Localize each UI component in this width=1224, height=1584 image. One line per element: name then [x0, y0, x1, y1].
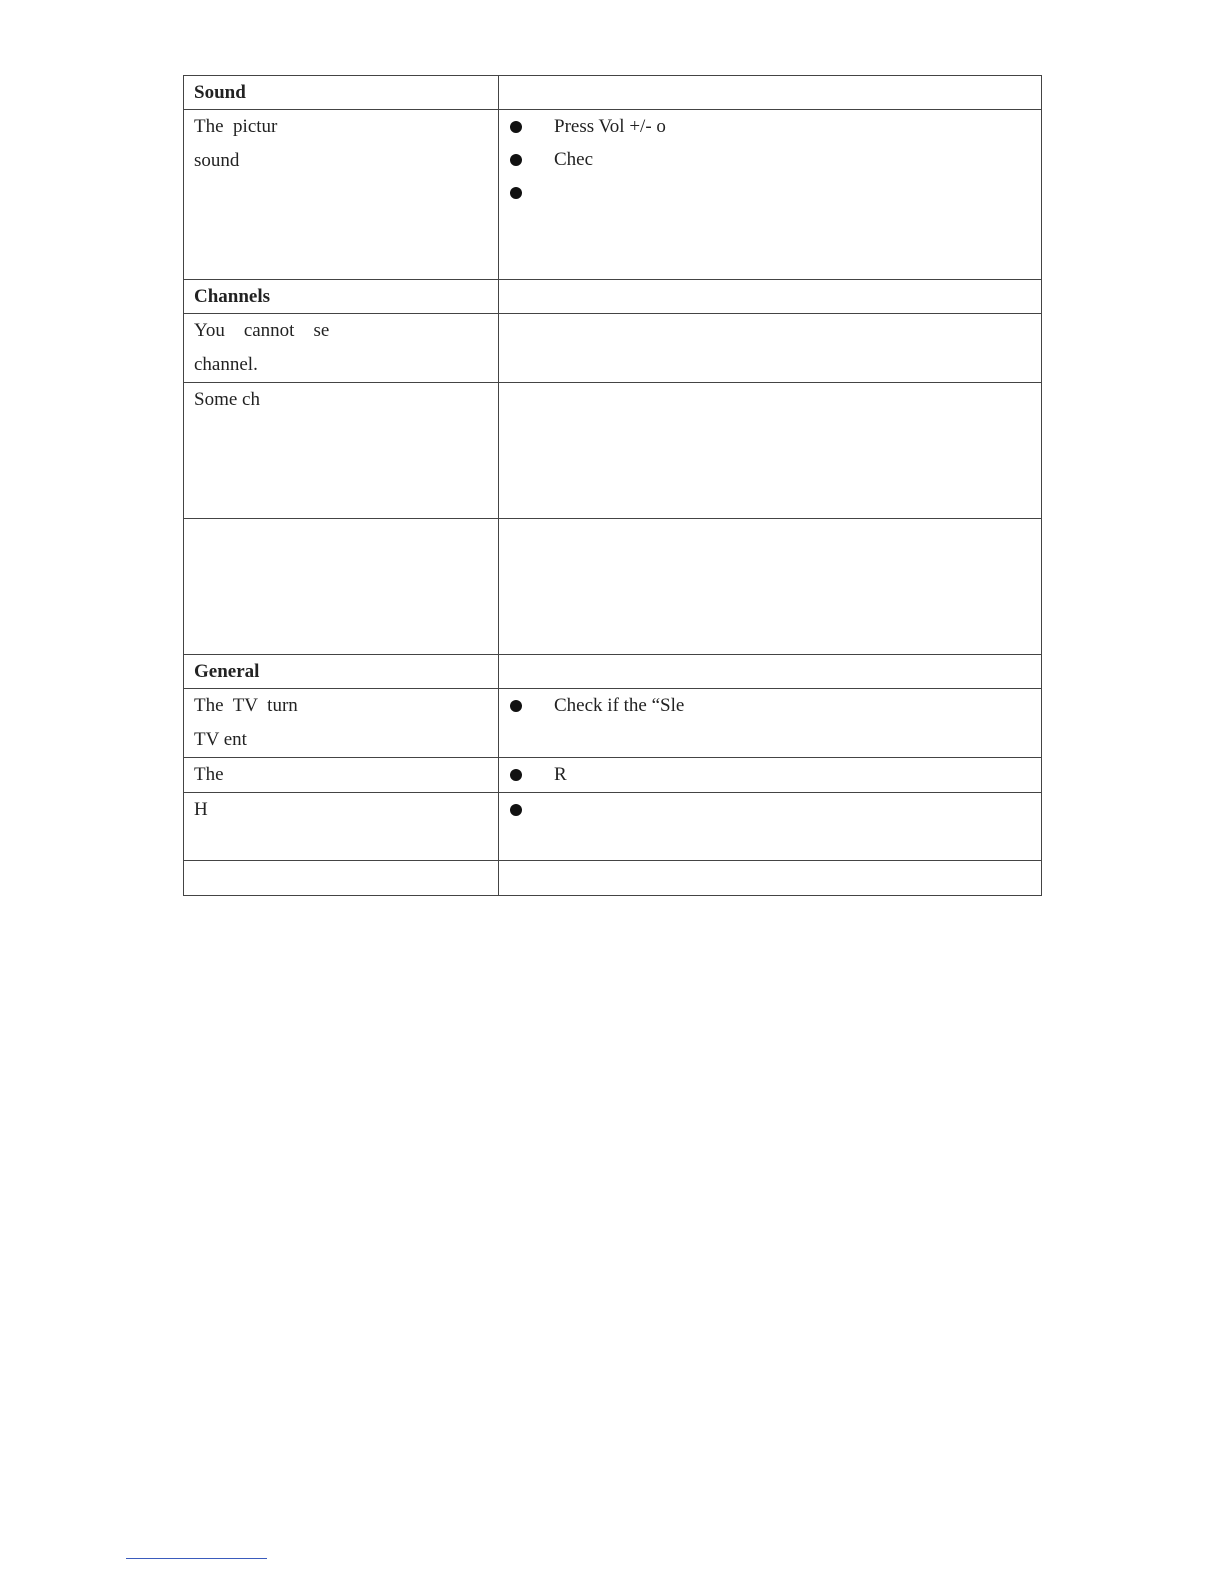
solution-cell [499, 519, 1042, 655]
solution-cell [499, 861, 1042, 896]
solution-cell [499, 314, 1042, 383]
problem-cell [184, 110, 499, 280]
problem-cell [184, 519, 499, 655]
list-item [499, 176, 1041, 209]
list-item [499, 758, 1041, 791]
problem-text: TV ent [194, 729, 247, 750]
problem-text: You cannot se [194, 320, 330, 341]
bullet-icon [510, 700, 522, 712]
problem-text: H [194, 799, 208, 820]
problem-cell [184, 793, 499, 861]
problem-cell [184, 861, 499, 896]
section-header-channels [184, 280, 1042, 314]
problem-cell [184, 314, 499, 383]
bullet-icon [510, 121, 522, 133]
solution-list [499, 758, 1041, 791]
solution-cell [499, 383, 1042, 519]
problem-text: Some ch [194, 389, 260, 410]
table-row [184, 383, 1042, 519]
list-item [499, 143, 1041, 176]
problem-cell [184, 758, 499, 793]
table-row [184, 689, 1042, 758]
problem-text: The pictur [194, 116, 278, 137]
problem-cell [184, 383, 499, 519]
solution-cell [499, 793, 1042, 861]
section-title-general: General [194, 661, 260, 682]
table-row [184, 519, 1042, 655]
problem-cell [184, 689, 499, 758]
solution-cell [499, 110, 1042, 280]
problem-text: The [194, 764, 224, 785]
list-item [499, 689, 1041, 722]
section-empty-cell [499, 280, 1042, 314]
problem-text: channel. [194, 354, 258, 375]
solution-text: Chec [554, 149, 594, 170]
solution-list [499, 110, 1041, 209]
table-row [184, 110, 1042, 280]
bullet-icon [510, 769, 522, 781]
list-item [499, 793, 1041, 826]
bullet-icon [510, 804, 522, 816]
section-title-cell [184, 280, 499, 314]
solution-cell [499, 689, 1042, 758]
table-row [184, 758, 1042, 793]
solution-list [499, 689, 1041, 722]
bullet-icon [510, 187, 522, 199]
footer-link-underline [126, 1558, 267, 1559]
table-row [184, 861, 1042, 896]
troubleshooting-table [183, 75, 1042, 896]
problem-text: The TV turn [194, 695, 298, 716]
solution-text: Press Vol +/- o [554, 116, 666, 137]
section-empty-cell [499, 76, 1042, 110]
table-row [184, 314, 1042, 383]
section-empty-cell [499, 655, 1042, 689]
problem-text: sound [194, 150, 240, 171]
section-title-cell [184, 655, 499, 689]
table-row [184, 793, 1042, 861]
solution-list [499, 793, 1041, 826]
list-item [499, 110, 1041, 143]
solution-cell [499, 758, 1042, 793]
section-title-sound: Sound [194, 82, 246, 103]
section-header-general [184, 655, 1042, 689]
section-title-channels: Channels [194, 286, 271, 307]
solution-text: Check if the “Sle [554, 695, 685, 716]
solution-text: R [554, 764, 567, 785]
bullet-icon [510, 154, 522, 166]
section-title-cell [184, 76, 499, 110]
section-header-sound [184, 76, 1042, 110]
